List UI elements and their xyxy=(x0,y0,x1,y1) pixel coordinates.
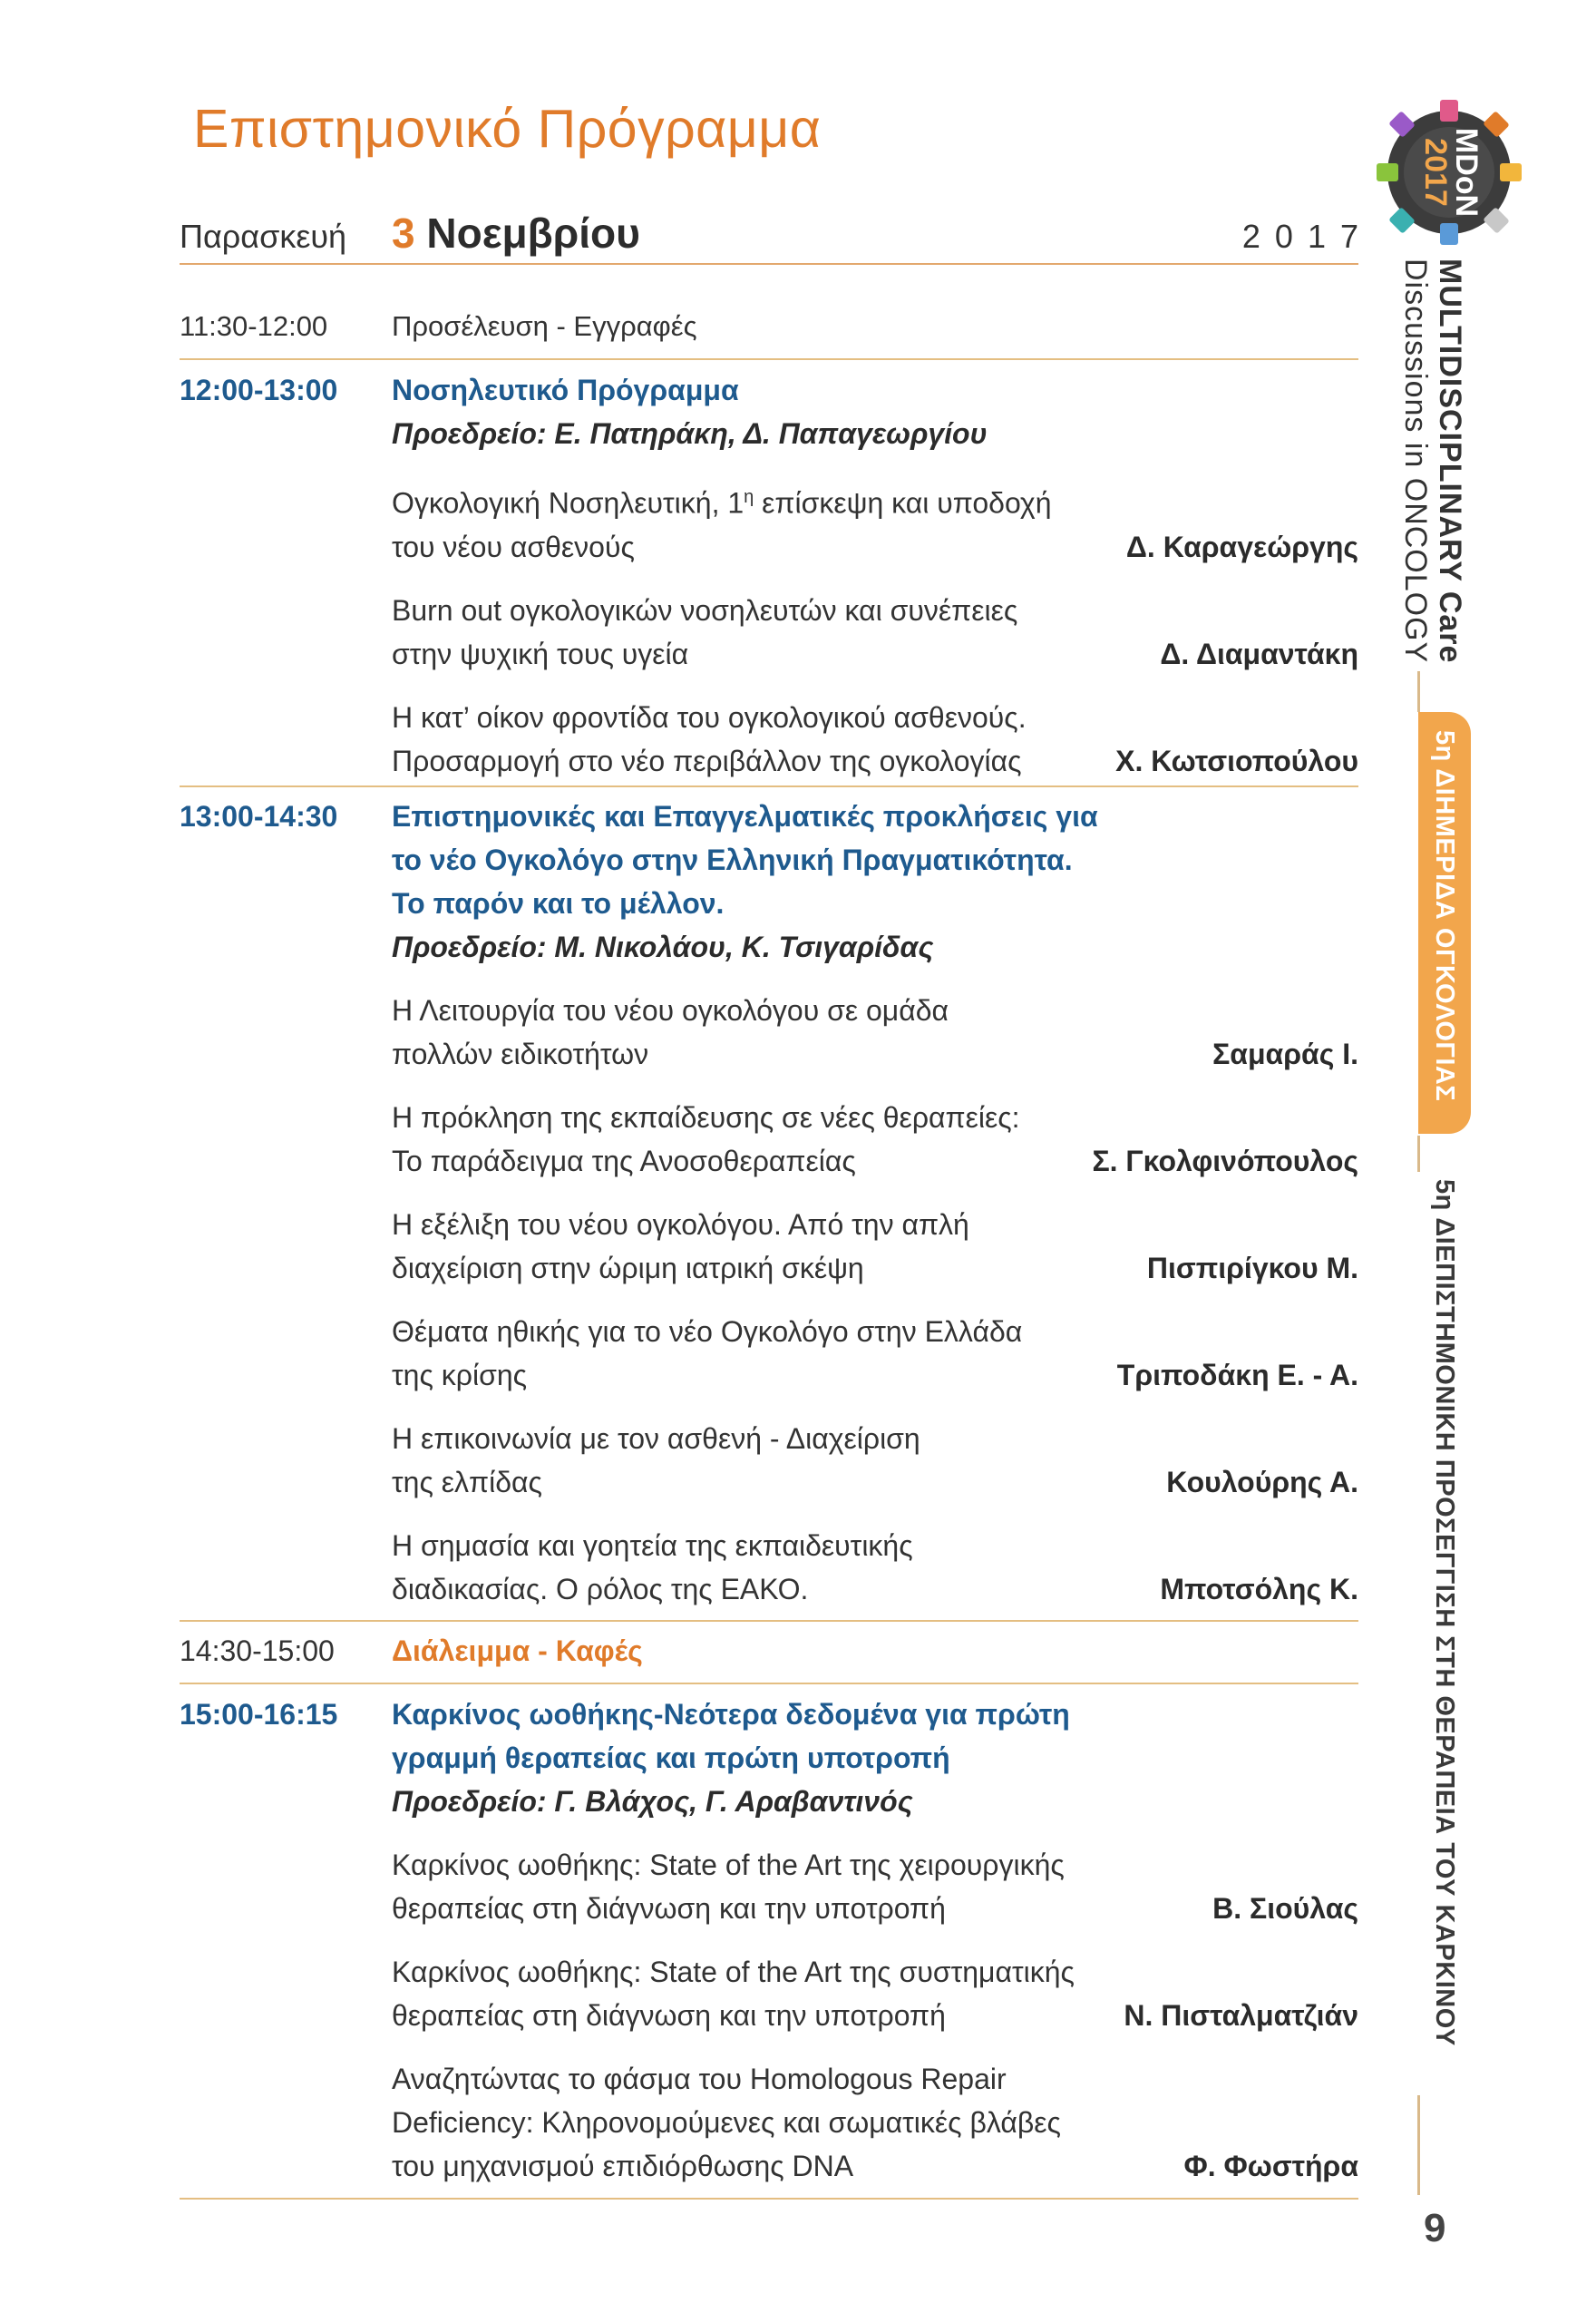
talk-title-line: θεραπείας στη διάγνωση και την υποτροπή xyxy=(392,1999,946,2032)
talk-item xyxy=(392,1843,1358,1930)
talk-item xyxy=(392,1417,1358,1504)
session-title-line: το νέο Ογκολόγο στην Ελληνική Πραγματικότητα. xyxy=(392,844,1073,876)
side-divider xyxy=(1417,1136,1420,1172)
talk-title-line: πολλών ειδικοτήτων xyxy=(392,1038,649,1070)
brand-line-2: Discussions in ONCOLOGY xyxy=(1398,259,1433,664)
talk-speaker: Σ. Γκολφινόπουλος xyxy=(1092,1145,1358,1177)
talk-speaker: Β. Σιούλας xyxy=(1212,1892,1358,1925)
talk-title-line: Burn out ογκολογικών νοσηλευτών και συνέπειες xyxy=(392,593,1018,627)
talk-title-line: Ογκολογική Νοσηλευτική, $1^\eta$ επίσκεψη και υποδοχή xyxy=(392,486,1052,520)
talk-speaker: Φ. Φωστήρα xyxy=(1183,2150,1358,2182)
session-chairs: Προεδρείο: Ε. Πατηράκη, Δ. Παπαγεωργίου xyxy=(392,417,988,450)
session-title: Διάλειμμα - Καφές xyxy=(392,1634,643,1667)
talk-speaker: Σαμαράς Ι. xyxy=(1212,1038,1358,1070)
session-time: 13:00-14:30 xyxy=(180,800,338,833)
talk-item xyxy=(392,1096,1358,1183)
talk-title-line: του μηχανισμού επιδιόρθωσης DNA xyxy=(392,2150,854,2182)
talk-speaker: Κουλούρης Α. xyxy=(1166,1466,1358,1498)
talk-title-line: Η εξέλιξη του νέου ογκολόγου. Από την απλή xyxy=(392,1208,969,1241)
talk-title-line: του νέου ασθενούς xyxy=(392,530,635,563)
session-divider xyxy=(180,2198,1358,2200)
date-month: Νοεμβρίου xyxy=(426,210,640,257)
talk-title-line: Προσαρμογή στο νέο περιβάλλον της ογκολογίας xyxy=(392,744,1022,777)
session-title-line: Επιστημονικές και Επαγγελματικές προκλήσεις για xyxy=(392,800,1098,833)
page-number: 9 xyxy=(1424,2206,1446,2250)
talk-title-line: Το παράδειγμα της Ανοσοθεραπείας xyxy=(392,1145,856,1177)
session-title-line: γραμμή θεραπείας και πρώτη υποτροπή xyxy=(392,1742,950,1774)
talk-item xyxy=(392,1950,1358,2037)
session-divider xyxy=(180,1683,1358,1684)
mdon-logo xyxy=(1367,91,1531,254)
talk-item xyxy=(392,1524,1358,1611)
brand-line-1: MULTIDISCIPLINARY Care xyxy=(1433,259,1467,664)
header-divider xyxy=(180,263,1358,265)
talk-title-line: στην ψυχική τους υγεία xyxy=(392,637,689,670)
session-chairs: Προεδρείο: Μ. Νικολάου, Κ. Τσιγαρίδας xyxy=(392,931,934,963)
talk-title-line: Αναζητώντας το φάσμα του Homologous Repair xyxy=(392,2063,1007,2095)
talk-item xyxy=(392,989,1358,1076)
talk-item xyxy=(392,475,1358,569)
session-divider xyxy=(180,1620,1358,1622)
session-time: 12:00-13:00 xyxy=(180,374,338,406)
logo-text-year: 2017 xyxy=(1418,138,1453,207)
talk-speaker: Μποτσόλης Κ. xyxy=(1160,1573,1358,1605)
talk-title-line: Καρκίνος ωοθήκης: State of the Art της συστηματικής xyxy=(392,1956,1075,1988)
session-time: 14:30-15:00 xyxy=(180,1634,335,1667)
talk-title-line: Deficiency: Κληρονομούμενες και σωματικές βλάβες xyxy=(392,2106,1061,2139)
date-label xyxy=(392,209,640,258)
session-title: Προσέλευση - Εγγραφές xyxy=(392,310,697,342)
talk-title-line: Καρκίνος ωοθήκης: State of the Art της χειρουργικής xyxy=(392,1849,1065,1881)
side-divider xyxy=(1417,671,1420,712)
talk-title-line: Η πρόκληση της εκπαίδευσης σε νέες θεραπείες: xyxy=(392,1101,1020,1134)
session-chairs: Προεδρείο: Γ. Βλάχος, Γ. Αραβαντινός xyxy=(392,1785,913,1818)
talk-item xyxy=(392,1203,1358,1290)
session-title-line: Καρκίνος ωοθήκης-Νεότερα δεδομένα για πρώτη xyxy=(392,1698,1070,1731)
session-divider xyxy=(180,358,1358,360)
talk-item xyxy=(392,2057,1358,2188)
talk-speaker: Τριποδάκη Ε. - Α. xyxy=(1116,1359,1358,1391)
date-row xyxy=(180,210,1373,261)
talk-item xyxy=(392,589,1358,676)
talk-title-line: Η Λειτουργία του νέου ογκολόγου σε ομάδα xyxy=(392,994,949,1027)
logo-text-mdon: MDoN xyxy=(1449,127,1484,218)
side-divider xyxy=(1417,2095,1420,2195)
day-label: Παρασκευή xyxy=(180,218,347,255)
session-time: 15:00-16:15 xyxy=(180,1698,338,1731)
talk-speaker: Ν. Πισταλματζιάν xyxy=(1124,1999,1358,2032)
talk-speaker: Πισπιρίγκου Μ. xyxy=(1146,1252,1358,1284)
session-divider xyxy=(180,785,1358,787)
talk-item xyxy=(392,696,1358,783)
talk-title-line: της κρίσης xyxy=(392,1359,528,1391)
event-2-label: 5η ΔΙΕΠΙΣΤΗΜΟΝΙΚΗ ΠΡΟΣΕΓΓΙΣΗ ΣΤΗ ΘΕΡΑΠΕΙΑ ΤΟΥ ΚΑΡΚΙΝΟΥ xyxy=(1430,1179,1459,2046)
talk-speaker: Χ. Κωτσιοπούλου xyxy=(1115,744,1358,777)
talk-title-line: Θέματα ηθικής για το νέο Ογκολόγο στην Ελλάδα xyxy=(392,1315,1023,1348)
year-label: 2017 xyxy=(1241,218,1373,255)
talk-item xyxy=(392,1310,1358,1397)
talk-speaker: Δ. Διαμαντάκη xyxy=(1160,637,1358,670)
talk-title-line: Η σημασία και γοητεία της εκπαιδευτικής xyxy=(392,1529,913,1562)
session-title-line: Το παρόν και το μέλλον. xyxy=(392,887,725,920)
date-number: 3 xyxy=(392,210,415,257)
talk-title-line: της ελπίδας xyxy=(392,1466,542,1498)
page-title: Επιστημονικό Πρόγραμμα xyxy=(193,99,822,159)
talk-speaker: Δ. Καραγεώργης xyxy=(1125,530,1358,563)
talk-title-line: διαδικασίας. Ο ρόλος της ΕΑΚΟ. xyxy=(392,1573,809,1605)
session-title: Νοσηλευτικό Πρόγραμμα xyxy=(392,374,739,406)
session-time: 11:30-12:00 xyxy=(180,310,328,342)
talk-title-line: Η επικοινωνία με τον ασθενή - Διαχείριση xyxy=(392,1422,920,1455)
talk-title-line: διαχείριση στην ώριμη ιατρική σκέψη xyxy=(392,1252,864,1284)
event-1-label: 5η ΔΙΗΜΕΡΙΔΑ ΟΓΚΟΛΟΓΙΑΣ xyxy=(1430,730,1459,1102)
talk-title-line: θεραπείας στη διάγνωση και την υποτροπή xyxy=(392,1892,946,1925)
talk-title-line: Η κατ’ οίκον φροντίδα του ογκολογικού ασθενούς. xyxy=(392,700,1027,734)
